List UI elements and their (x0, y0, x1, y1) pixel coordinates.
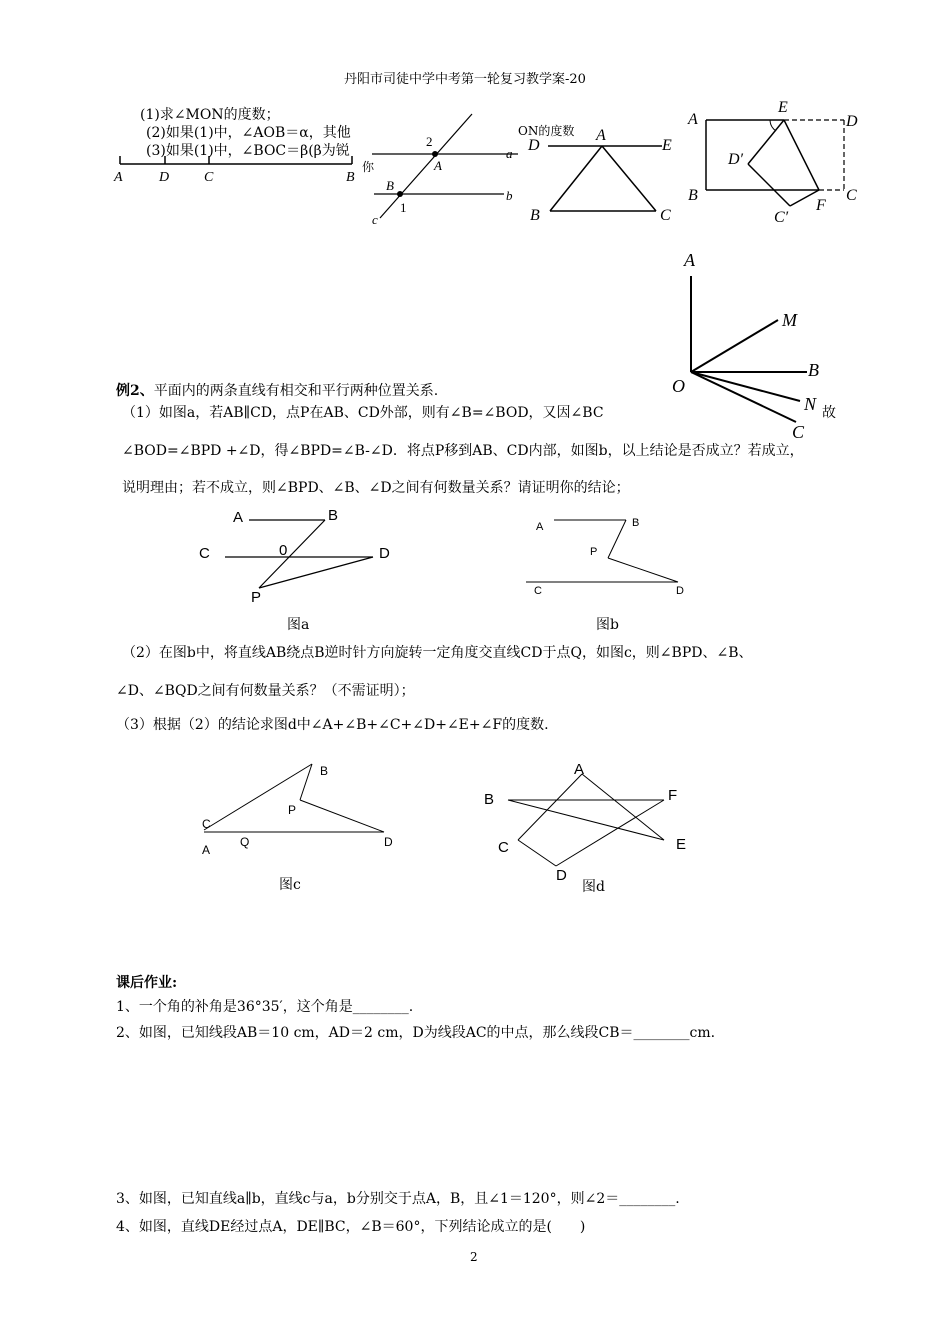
question-part-3-tail: 你 (362, 160, 375, 174)
label-D: D (528, 137, 540, 154)
page-number: 2 (470, 1250, 478, 1264)
label-B: B (328, 507, 339, 524)
label-B: B (386, 178, 394, 193)
label-E: E (676, 836, 687, 853)
ray-label-O: O (672, 376, 685, 396)
label-A: A (688, 111, 698, 128)
ray-label-A: A (684, 250, 695, 270)
label-B: B (530, 207, 540, 224)
label-D: D (379, 545, 390, 562)
example-2-part-1-line-1: （1）如图a，若AB∥CD，点P在AB、CD外部，则有∠B=∠BOD，又因∠BC (122, 405, 604, 421)
label-B: B (320, 764, 329, 778)
label-F: F (816, 197, 826, 214)
label-A: A (596, 127, 606, 144)
label-P: P (590, 546, 598, 558)
label-C: C (498, 839, 509, 856)
parallel-lines-figure (360, 108, 530, 228)
homework-question-3: 3、如图，已知直线a∥b，直线c与a，b分别交于点A，B，且∠1＝120°，则∠2＝________. (116, 1191, 680, 1207)
label-A: A (114, 170, 123, 185)
ray-label-B: B (808, 360, 819, 380)
example-2-part-2-line-2: ∠D、∠BQD之间有何数量关系？（不需证明）； (116, 683, 415, 699)
label-B: B (632, 517, 640, 529)
label-A: A (434, 158, 442, 173)
figure-d-caption: 图d (582, 879, 605, 895)
label-c: c (372, 212, 378, 227)
label-B: B (346, 170, 355, 185)
label-D: D (556, 867, 567, 884)
question-part-3: (3)如果(1)中，∠BOC＝β(β为锐 (146, 143, 350, 159)
triangle-figure (520, 118, 690, 228)
label-F: F (668, 787, 678, 804)
homework-question-4: 4、如图，直线DE经过点A，DE∥BC，∠B＝60°，下列结论成立的是( ) (116, 1219, 586, 1235)
figure-a (195, 504, 405, 608)
label-E: E (662, 137, 672, 154)
example-2-part-1-line-2: ∠BOD=∠BPD +∠D，得∠BPD=∠B-∠D．将点P移到AB、CD内部，如图b，以上结论是否成立？若成立， (122, 443, 804, 459)
figure-c-caption: 图c (279, 877, 301, 893)
question-part-1: (1)求∠MON的度数； (140, 107, 280, 123)
label-O: 0 (279, 542, 288, 559)
question-part-2: (2)如果(1)中，∠AOB＝α，其他 (146, 125, 351, 141)
label-P: P (251, 589, 262, 606)
label-C: C (846, 187, 857, 204)
ray-label-N: N (804, 394, 817, 414)
label-C: C (534, 585, 542, 597)
angle-2-label: 2 (426, 134, 433, 149)
label-A: A (574, 761, 585, 778)
homework-title: 课后作业: (116, 975, 178, 991)
homework-question-2: 2、如图，已知线段AB＝10 cm，AD＝2 cm，D为线段AC的中点，那么线段CB＝________cm. (116, 1025, 716, 1041)
label-D-prime: D′ (728, 151, 744, 168)
label-D: D (846, 113, 858, 130)
segment-figure (110, 148, 370, 184)
example-2-part-2-line-1: （2）在图b中，将直线AB绕点B逆时针方向旋转一定角度交直线CD于点Q，如图c，则∠BPD、∠B、 (122, 645, 753, 661)
label-C-prime: C′ (774, 209, 789, 226)
label-B: B (484, 791, 495, 808)
example-2-part-1-line-1-tail: 故 (822, 405, 836, 421)
angle-1-label: 1 (400, 200, 407, 215)
figure-b (522, 510, 702, 600)
label-C: C (204, 170, 214, 185)
example-2-part-1-line-3: 说明理由；若不成立，则∠BPD、∠B、∠D之间有何数量关系？请证明你的结论； (122, 480, 630, 496)
figure-b-caption: 图b (596, 617, 619, 633)
folded-rectangle-figure (680, 98, 870, 228)
page-header: 丹阳市司徒中学中考第一轮复习教学案-20 (344, 72, 586, 87)
example-2-part-3: （3）根据（2）的结论求图d中∠A+∠B+∠C+∠D+∠E+∠F的度数. (116, 717, 549, 733)
homework-question-1: 1、一个角的补角是36°35′，这个角是________. (116, 999, 414, 1015)
label-A: A (202, 843, 211, 857)
label-B: B (688, 187, 698, 204)
example-2-title: 例2、 (116, 383, 154, 399)
example-2-heading (116, 380, 438, 400)
label-E: E (778, 99, 788, 116)
label-a: a (506, 146, 513, 161)
label-D: D (159, 170, 170, 185)
label-b: b (506, 188, 513, 203)
example-2-intro: 平面内的两条直线有相交和平行两种位置关系. (153, 383, 439, 399)
label-P: P (288, 803, 297, 817)
label-C: C (199, 545, 210, 562)
figure-d (480, 756, 700, 886)
label-Q: Q (240, 835, 250, 849)
label-C: C (202, 817, 211, 831)
ray-label-M: M (782, 310, 797, 330)
label-C: C (660, 207, 671, 224)
question-part-2-tail: ON的度数 (518, 124, 575, 138)
label-D: D (384, 835, 393, 849)
label-A: A (536, 521, 544, 533)
figure-a-caption: 图a (287, 617, 310, 633)
ray-label-C: C (792, 422, 805, 442)
figure-c (198, 758, 408, 858)
label-A: A (233, 509, 244, 526)
label-D: D (676, 585, 684, 597)
